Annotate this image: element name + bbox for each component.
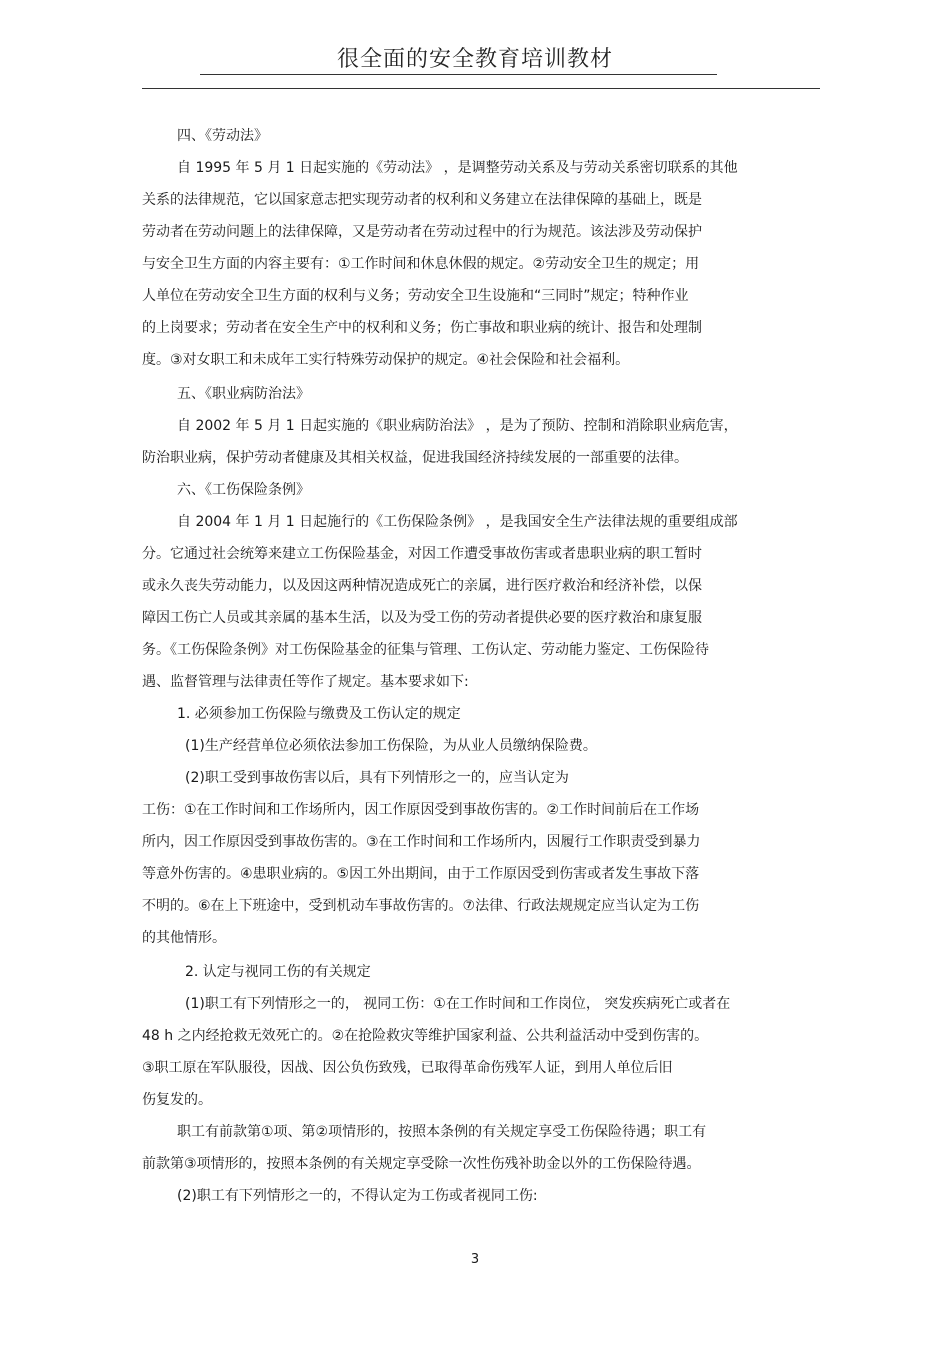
text-line: 人单位在劳动安全卫生方面的权利与义务；劳动安全卫生设施和“三同时”规定；特种作业: [142, 288, 689, 304]
text-line: (2)职工有下列情形之一的，不得认定为工伤或者视同工伤:: [177, 1188, 538, 1204]
text-line: 务。《工伤保险条例》对工伤保险基金的征集与管理、工伤认定、劳动能力鉴定、工伤保险待: [142, 642, 709, 658]
text-line: 所内，因工作原因受到事故伤害的。③在工作时间和工作场所内，因履行工作职责受到暴力: [142, 834, 701, 850]
text-line: 前款第③项情形的，按照本条例的有关规定享受除一次性伤残补助金以外的工伤保险待遇。: [142, 1156, 701, 1172]
text-line: 或永久丧失劳动能力，以及因这两种情况造成死亡的亲属，进行医疗救治和经济补偿，以保: [142, 578, 702, 594]
text-line: 度。③对女职工和未成年工实行特殊劳动保护的规定。④社会保险和社会福利。: [142, 352, 630, 368]
text-line: 防治职业病，保护劳动者健康及其相关权益，促进我国经济持续发展的一部重要的法律。: [142, 450, 688, 466]
text-line: 自 1995 年 5 月 1 日起实施的《劳动法》 ，是调整劳动关系及与劳动关系密切联系的其他: [177, 160, 738, 176]
text-line: 1. 必须参加工伤保险与缴费及工伤认定的规定: [177, 706, 461, 722]
text-line: 工伤：①在工作时间和工作场所内，因工作原因受到事故伤害的。②工作时间前后在工作场: [142, 802, 700, 818]
text-line: 障因工伤亡人员或其亲属的基本生活，以及为受工伤的劳动者提供必要的医疗救治和康复服: [142, 610, 702, 626]
page-number: 3: [470, 1252, 480, 1267]
text-line: 职工有前款第①项、第②项情形的，按照本条例的有关规定享受工伤保险待遇；职工有: [177, 1124, 707, 1140]
text-line: 等意外伤害的。④患职业病的。⑤因工外出期间，由于工作原因受到伤害或者发生事故下落: [142, 866, 700, 882]
text-line: 2. 认定与视同工伤的有关规定: [185, 964, 371, 980]
text-line: 四、《劳动法》: [177, 128, 268, 144]
text-line: 不明的。⑥在上下班途中，受到机动车事故伤害的。⑦法律、行政法规规定应当认定为工伤: [142, 898, 700, 914]
document-header-title: 很全面的安全教育培训教材: [336, 47, 613, 72]
text-line: (1)职工有下列情形之一的， 视同工伤：①在工作时间和工作岗位， 突发疾病死亡或者在: [185, 996, 731, 1012]
text-line: 劳动者在劳动问题上的法律保障，又是劳动者在劳动过程中的行为规范。该法涉及劳动保护: [142, 224, 702, 240]
text-line: ③职工原在军队服役，因战、因公负伤致残，已取得革命伤残军人证，到用人单位后旧: [142, 1060, 673, 1076]
text-line: 关系的法律规范，它以国家意志把实现劳动者的权利和义务建立在法律保障的基础上，既是: [142, 192, 702, 208]
text-line: 的其他情形。: [142, 930, 226, 946]
text-line: (2)职工受到事故伤害以后，具有下列情形之一的，应当认定为: [185, 770, 569, 786]
text-line: 分。它通过社会统筹来建立工伤保险基金，对因工作遭受事故伤害或者患职业病的职工暂时: [142, 546, 702, 562]
text-line: 的上岗要求；劳动者在安全生产中的权利和义务；伤亡事故和职业病的统计、报告和处理制: [142, 320, 702, 336]
text-line: 伤复发的。: [142, 1092, 212, 1108]
text-line: 六、《工伤保险条例》: [177, 482, 310, 498]
text-line: 五、《职业病防治法》: [177, 386, 310, 402]
text-line: 自 2004 年 1 月 1 日起施行的《工伤保险条例》 ，是我国安全生产法律法规的重要组成部: [177, 514, 738, 530]
text-line: (1)生产经营单位必须依法参加工伤保险，为从业人员缴纳保险费。: [185, 738, 597, 754]
text-line: 与安全卫生方面的内容主要有：①工作时间和休息休假的规定。②劳动安全卫生的规定；用: [142, 256, 700, 272]
text-line: 自 2002 年 5 月 1 日起实施的《职业病防治法》 ，是为了预防、控制和消除职业病危害，: [177, 418, 738, 434]
text-line: 遇、监督管理与法律责任等作了规定。基本要求如下:: [142, 674, 469, 690]
header-rule-bottom: [142, 88, 820, 89]
text-line: 48 h 之内经抢救无效死亡的。②在抢险救灾等维护国家利益、公共利益活动中受到伤害的。: [142, 1028, 709, 1044]
header-rule-top: [200, 74, 717, 75]
